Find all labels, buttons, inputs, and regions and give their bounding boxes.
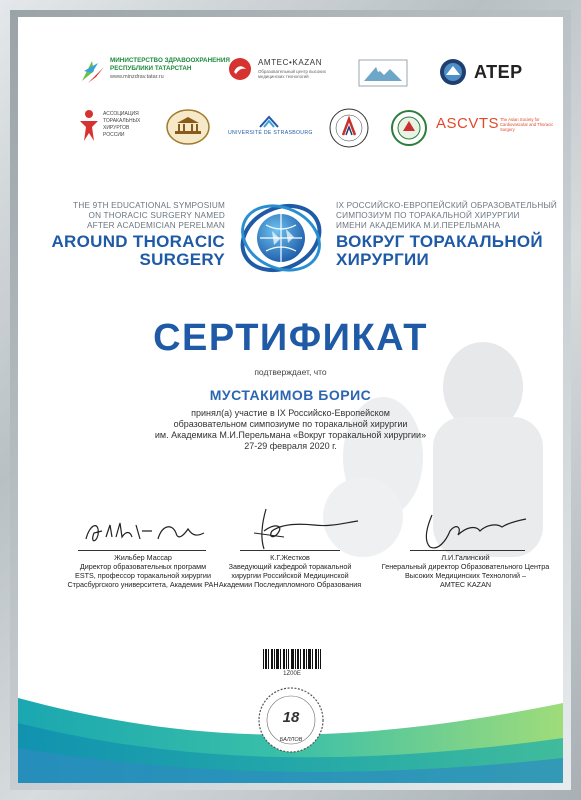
university-building-logo [166,109,210,145]
signatory-name-right: Л.И.Галинский [441,553,490,562]
symposium-en-line2: ON THORACIC SURGERY NAMED [88,211,225,220]
signatory-title-right-2: Высоких Медицинских Технологий – [404,571,527,580]
signatory-title-left-2: ESTS, профессор торакальной хирургии [75,571,211,580]
symposium-en-line3: AFTER ACADEMICIAN PERELMAN [86,221,225,230]
ministry-line1: МИНИСТЕРСТВО ЗДРАВООХРАНЕНИЯ [110,57,230,64]
strasbourg-logo [228,115,318,141]
ascvts-logo [436,115,563,141]
signatory-title-right-3: AMTEC KAZAN [439,580,492,589]
symposium-en-title-line2: SURGERY [139,250,225,269]
symposium-globe-emblem [236,193,326,283]
barcode [262,649,322,669]
ater-globe-icon [438,57,468,87]
signatory-name-center: К.Г.Жестков [270,553,310,562]
ater-logo [438,57,533,87]
association-line2: ТОРАКАЛЬНЫХ [103,118,141,124]
amtec-name: AMTEC•KAZAN [258,58,323,67]
ministry-logo [78,55,230,89]
amtec-sub: Образовательный центр высоких медицинских технологий [258,69,326,79]
association-logo [78,107,158,147]
ministry-emblem-icon [78,57,108,87]
amtec-logo [228,55,338,89]
signatory-title-right-1: Генеральный директор Образовательного Центра [381,562,550,571]
mountain-society-logo [358,59,408,87]
symposium-ru-line3: ИМЕНИ АКАДЕМИКА М.И.ПЕРЕЛЬМАНА [336,221,501,230]
strasbourg-name: UNIVERSITÉ DE STRASBOURG [228,130,313,136]
symposium-ru-title-line2: ХИРУРГИИ [336,250,430,269]
symposium-en-title-line1: AROUND THORACIC [51,232,225,251]
certificate-title: СЕРТИФИКАТ [153,317,428,359]
ater-name: ATEP [474,62,523,82]
barcode-label: 1Z00E [283,671,301,677]
association-line3: ХИРУРГОВ [103,125,130,131]
symposium-ru-line1: IX РОССИЙСКО-ЕВРОПЕЙСКИЙ ОБРАЗОВАТЕЛЬНЫЙ [336,201,557,210]
signature-galinsky [410,507,530,553]
participation-dates: 27-29 февраля 2020 г. [244,441,337,451]
confirms-text: подтверждает, что [254,367,327,377]
signature-line-left [78,550,206,551]
signatory-name-left: Жильбер Массар [114,553,172,562]
signature-line-center [240,550,340,551]
participation-line3: им. Академика М.И.Перельмана «Вокруг торакальной хирургии» [154,430,427,440]
signature-line-right [410,550,525,551]
association-line4: РОССИИ [103,132,125,138]
stamp-label: БАЛЛОВ [279,737,303,743]
signature-massard [80,513,210,551]
signature-zhestkov [244,503,364,555]
ministry-line3: www.minzdrav.tatar.ru [110,74,164,80]
signatory-title-left-3: Страсбургского университета, Академик РАН [67,580,219,589]
recipient-name: МУСТАКИМОВ БОРИС [209,387,372,403]
signatory-title-center-3: Академии Последипломного Образования [218,580,362,589]
amtec-emblem-icon [228,57,252,81]
ascvts-name: ASCVTS [436,115,500,132]
signatory-title-center-2: хирургии Российской Медицинской [231,571,349,580]
symposium-ru-line2: СИМПОЗИУМ ПО ТОРАКАЛЬНОЙ ХИРУРГИИ [336,211,520,220]
ascvts-sub: The Asian Society for Cardiovascular and Thoracic Surgery [500,117,554,132]
kazan-academy-seal [390,109,428,147]
participation-line1: принял(а) участие в IX Российско-Европейском [191,408,390,418]
thoracic-society-seal [328,107,370,149]
stamp-points: 18 [282,709,300,726]
ministry-line2: РЕСПУБЛИКИ ТАТАРСТАН [110,65,192,72]
certificate-paper [18,17,563,783]
association-figure-icon [78,109,100,143]
signatory-title-center-1: Заведующий кафедрой торакальной [228,562,352,571]
symposium-ru-title-line1: ВОКРУГ ТОРАКАЛЬНОЙ [336,232,543,251]
points-stamp [256,685,326,755]
strasbourg-emblem-icon [258,115,280,129]
association-line1: АССОЦИАЦИЯ [103,111,139,117]
symposium-en-line1: THE 9TH EDUCATIONAL SYMPOSIUM [73,201,225,210]
participation-line2: образовательном симпозиуме по торакальной хирургии [173,419,408,429]
signatory-title-left-1: Директор образовательных программ [79,562,207,571]
